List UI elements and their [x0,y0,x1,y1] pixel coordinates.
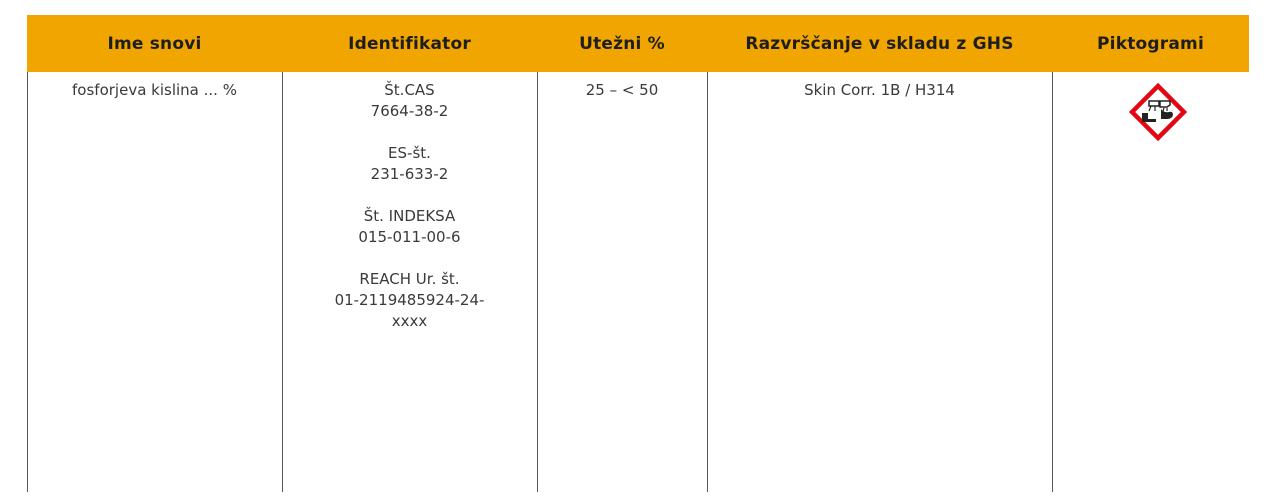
header-identifier: Identifikator [348,33,471,54]
header-weight-percent: Utežni % [579,33,665,54]
ingredients-table [27,15,1249,492]
header-ghs-classification: Razvrščanje v skladu z GHS [745,33,1014,54]
cell-substance-name [27,72,282,500]
reach-number-suffix: xxxx [391,312,428,330]
cell-identifiers [282,72,537,500]
cas-number: 7664-38-2 [370,102,449,120]
cas-label: Št.CAS [384,81,435,99]
index-label: Št. INDEKSA [363,207,456,225]
ghs-classification: Skin Corr. 1B / H314 [804,81,955,99]
es-label: ES-št. [388,144,431,162]
reach-label: REACH Ur. št. [359,270,460,288]
es-number: 231-633-2 [370,165,449,183]
reach-number: 01-2119485924-24- [334,291,485,309]
header-substance-name: Ime snovi [107,33,202,54]
header-pictograms: Piktogrami [1097,33,1204,54]
cell-ghs-classification [707,72,1052,500]
cell-pictograms [1052,72,1249,492]
weight-percent: 25 – < 50 [585,81,659,99]
index-number: 015-011-00-6 [358,228,461,246]
cell-weight-percent [537,72,707,500]
ghs05-corrosive-icon [1129,83,1187,141]
table-header [27,15,1249,72]
substance-name: fosforjeva kislina ... % [72,81,237,99]
